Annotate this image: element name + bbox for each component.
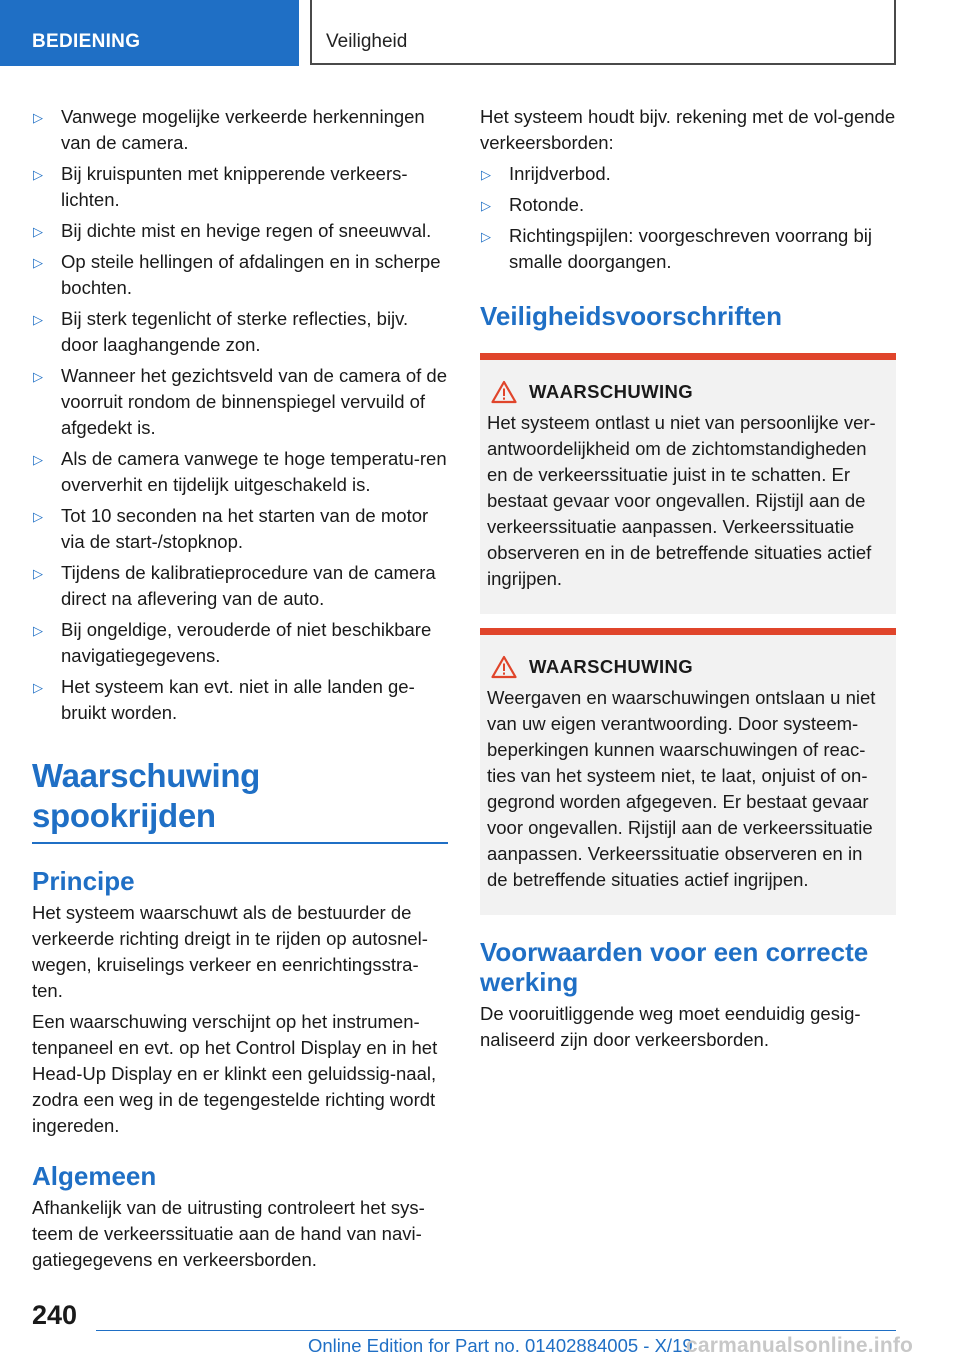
triangle-right-icon: ▷	[33, 452, 43, 467]
triangle-right-icon: ▷	[481, 229, 491, 244]
safety-heading: Veiligheidsvoorschriften	[480, 301, 782, 331]
warning-text: Het systeem ontlast u niet van persoonlijke ver-antwoordelijkheid om de zichtomstandigheden en de verkeerssituatie juist in te schatten. Er bestaat gevaar voor ongevallen. Rijstijl aan de verkeerssituatie aanpassen. Verkeerssituatie observeren en in de betreffende situaties actief ingrijpen.	[487, 412, 876, 589]
principle-heading: Principe	[32, 866, 135, 896]
list-item-text: Richtingspijlen: voorgeschreven voorrang bij smalle doorgangen.	[509, 225, 872, 272]
triangle-right-icon: ▷	[481, 198, 491, 213]
main-heading: Waarschuwing spookrijden	[32, 756, 448, 844]
warning-triangle-icon	[491, 655, 517, 679]
triangle-right-icon: ▷	[33, 224, 43, 239]
list-item	[32, 617, 448, 669]
triangle-right-icon: ▷	[33, 167, 43, 182]
list-item	[32, 161, 448, 213]
conditions-paragraph: De vooruitliggende weg moet eenduidig gesig-naliseerd zijn door verkeersborden.	[480, 1003, 861, 1050]
list-item-text: Wanneer het gezichtsveld van de camera of de voorruit rondom de binnenspiegel vervuild of afgedekt is.	[61, 365, 447, 438]
warning-header	[487, 653, 888, 681]
list-item-text: Bij ongeldige, verouderde of niet beschikbare navigatiegegevens.	[61, 619, 432, 666]
section-label: BEDIENING	[0, 0, 299, 66]
list-item	[32, 560, 448, 612]
triangle-right-icon: ▷	[33, 509, 43, 524]
list-item	[32, 446, 448, 498]
triangle-right-icon: ▷	[33, 369, 43, 384]
list-item-text: Op steile hellingen of afdalingen en in scherpe bochten.	[61, 251, 441, 298]
general-paragraph: Afhankelijk van de uitrusting controleert het sys-teem de verkeerssituatie aan de hand van navi-gatiegegevens en verkeersborden.	[32, 1197, 425, 1270]
list-item	[32, 363, 448, 441]
chapter-title: Veiligheid	[326, 31, 408, 52]
triangle-right-icon: ▷	[481, 167, 491, 182]
list-item	[32, 674, 448, 726]
list-item-text: Tot 10 seconden na het starten van de motor via de start-/stopknop.	[61, 505, 429, 552]
list-item	[32, 249, 448, 301]
list-item-text: Inrijdverbod.	[509, 163, 611, 184]
page-number: 240	[32, 1300, 78, 1330]
triangle-right-icon: ▷	[33, 255, 43, 270]
signs-intro: Het systeem houdt bijv. rekening met de vol-gende verkeersborden:	[480, 106, 896, 153]
conditions-heading: Voorwaarden voor een correcte werking	[480, 937, 869, 997]
page-header	[0, 0, 960, 66]
left-column	[32, 104, 448, 1278]
list-item	[32, 503, 448, 555]
principle-paragraph-2: Een waarschuwing verschijnt op het instrumen-tenpaneel en evt. op het Control Display en in het Head-Up Display en er klinkt een geluidssig-naal, zodra een weg in de tegengestelde richting wordt ingereden.	[32, 1011, 438, 1136]
signs-list	[480, 161, 896, 275]
list-item-text: Bij dichte mist en hevige regen of sneeuwval.	[61, 220, 432, 241]
general-heading: Algemeen	[32, 1161, 157, 1191]
list-item-text: Het systeem kan evt. niet in alle landen ge-bruikt worden.	[61, 676, 415, 723]
list-item-text: Rotonde.	[509, 194, 585, 215]
warning-header	[487, 378, 888, 406]
right-column	[480, 104, 896, 1058]
edition-text: Online Edition for Part no. 01402884005 - X/19	[308, 1335, 693, 1356]
triangle-right-icon: ▷	[33, 312, 43, 327]
principle-paragraph-1: Het systeem waarschuwt als de bestuurder de verkeerde richting dreigt in te rijden op autosnel-wegen, kruiselings verkeer en eenrichtingsstra-ten.	[32, 902, 428, 1001]
limitations-list	[32, 104, 448, 726]
list-item-text: Bij kruispunten met knipperende verkeers-lichten.	[61, 163, 408, 210]
triangle-right-icon: ▷	[33, 110, 43, 125]
list-item-text: Tijdens de kalibratieprocedure van de camera direct na aflevering van de auto.	[61, 562, 436, 609]
list-item	[480, 192, 896, 218]
warning-box-2	[480, 628, 896, 915]
triangle-right-icon: ▷	[33, 680, 43, 695]
list-item-text: Bij sterk tegenlicht of sterke reflecties, bijv. door laaghangende zon.	[61, 308, 409, 355]
list-item	[480, 161, 896, 187]
warning-title: WAARSCHUWING	[529, 656, 694, 677]
list-item	[32, 104, 448, 156]
list-item-text: Als de camera vanwege te hoge temperatu-ren oververhit en tijdelijk uitgeschakeld is.	[61, 448, 447, 495]
warning-text: Weergaven en waarschuwingen ontslaan u niet van uw eigen verantwoording. Door systeem-beperkingen kunnen waarschuwingen of reac-ties van het systeem niet, te laat, onjuist of on-gegrond worden afgegeven. Er bestaat gevaar voor ongevallen. Rijstijl aan de verkeerssituatie aanpassen. Verkeerssituatie observeren en in de betreffende situaties actief ingrijpen.	[487, 687, 876, 890]
footer-divider	[96, 1330, 896, 1331]
list-item	[32, 218, 448, 244]
list-item	[480, 223, 896, 275]
warning-box-1	[480, 353, 896, 614]
list-item-text: Vanwege mogelijke verkeerde herkenningen van de camera.	[61, 106, 425, 153]
triangle-right-icon: ▷	[33, 623, 43, 638]
warning-triangle-icon	[491, 380, 517, 404]
warning-title: WAARSCHUWING	[529, 381, 694, 402]
triangle-right-icon: ▷	[33, 566, 43, 581]
list-item	[32, 306, 448, 358]
watermark-logo: carmanualsonline.info	[686, 1334, 914, 1357]
